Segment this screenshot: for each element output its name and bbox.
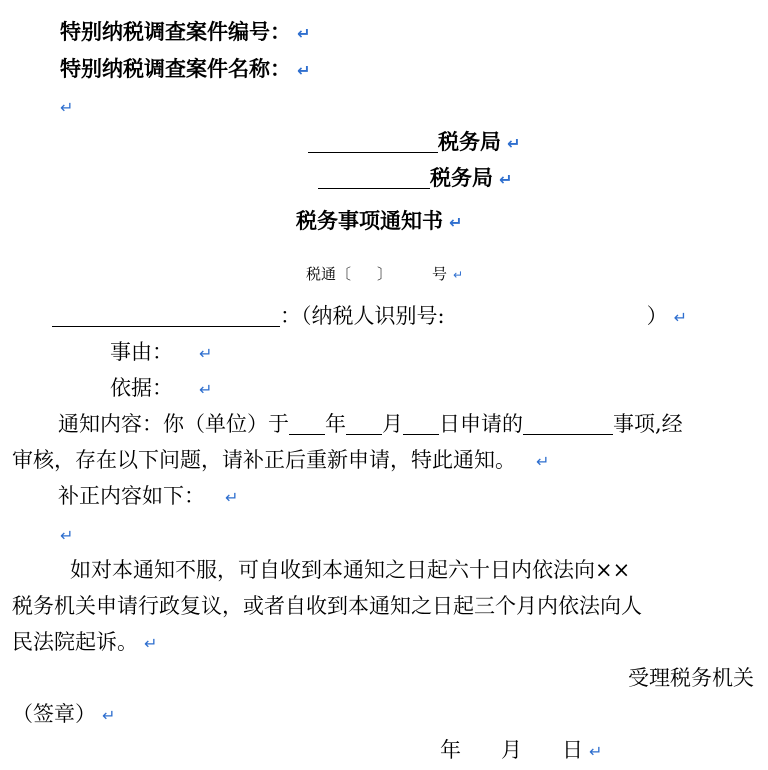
notice-month: 月 [382, 412, 403, 436]
basis-line [110, 374, 212, 404]
doc-number-suffix: 号 [432, 265, 448, 283]
paragraph-mark-icon: ↵ [60, 98, 74, 117]
doc-number-prefix: 税通〔 [306, 265, 352, 283]
paragraph-mark-icon: ↵ [102, 706, 116, 725]
supplement-line [58, 482, 238, 512]
notice-matter: 事项,经 [613, 412, 683, 436]
bureau-suffix-2: 税务局 [430, 165, 493, 190]
appeal-line-2 [12, 592, 642, 620]
date-year: 年 [440, 738, 461, 762]
paragraph-mark-icon: ↵ [536, 452, 550, 471]
appeal-line-3-text: 民法院起诉。 [12, 630, 138, 654]
matter-blank[interactable] [523, 412, 613, 435]
taxpayer-id-label: ：（纳税人识别号: [280, 304, 445, 328]
notice-line-2 [12, 446, 549, 476]
authority-line [628, 664, 754, 692]
document-title: 税务事项通知书 [296, 208, 443, 233]
reason-line [110, 338, 212, 368]
appeal-line-1 [70, 556, 630, 584]
year-blank[interactable] [289, 412, 325, 435]
date-line [440, 736, 602, 766]
empty-line [60, 92, 73, 122]
case-number-line [60, 18, 310, 48]
paragraph-mark-icon: ↵ [199, 380, 213, 399]
bureau-blank-1[interactable] [308, 130, 438, 153]
case-name-label: 特别纳税调查案件名称： [60, 56, 291, 81]
notice-line-2-text: 审核，存在以下问题，请补正后重新申请，特此通知。 [12, 448, 516, 472]
taxpayer-name-blank[interactable] [52, 304, 280, 327]
doc-number-middle: 〕 [377, 265, 393, 283]
appeal-line-2-text: 税务机关申请行政复议，或者自收到本通知之日起三个月内依法向人 [12, 594, 642, 618]
empty-line-2 [60, 520, 73, 550]
date-day: 日 [562, 738, 583, 762]
paragraph-mark-icon: ↵ [297, 61, 311, 80]
appeal-line-1-text: 如对本通知不服，可自收到本通知之日起六十日内依法向×× [70, 558, 631, 582]
paragraph-mark-icon: ↵ [199, 344, 213, 363]
paragraph-mark-icon: ↵ [499, 170, 513, 189]
paragraph-mark-icon: ↵ [507, 134, 521, 153]
appeal-line-3 [12, 628, 157, 658]
taxpayer-close-paren: ） [646, 304, 668, 328]
signature-authority: 受理税务机关 [628, 666, 754, 690]
paragraph-mark-icon: ↵ [297, 24, 311, 43]
day-blank[interactable] [403, 412, 439, 435]
notice-line-1 [58, 410, 683, 438]
month-blank[interactable] [346, 412, 382, 435]
notice-year: 年 [325, 412, 346, 436]
reason-label: 事由： [110, 340, 173, 364]
paragraph-mark-icon: ↵ [589, 742, 603, 761]
document-title-line [296, 207, 462, 237]
supplement-label: 补正内容如下： [58, 484, 205, 508]
seal-line [12, 700, 115, 730]
signature-seal: （签章） [12, 702, 96, 726]
paragraph-mark-icon: ↵ [60, 526, 74, 545]
notice-intro: 通知内容：你（单位）于 [58, 412, 289, 436]
bureau-blank-2[interactable] [318, 166, 430, 189]
bureau-line-2 [318, 164, 512, 194]
paragraph-mark-icon: ↵ [225, 488, 239, 507]
bureau-line-1 [308, 128, 520, 158]
taxpayer-line [52, 302, 687, 332]
paragraph-mark-icon: ↵ [144, 634, 158, 653]
date-month: 月 [501, 738, 522, 762]
paragraph-mark-icon: ↵ [453, 268, 464, 282]
document-number-line [306, 260, 463, 289]
case-number-label: 特别纳税调查案件编号： [60, 19, 291, 44]
notice-day-applied: 日申请的 [439, 412, 523, 436]
case-name-line [60, 55, 310, 85]
paragraph-mark-icon: ↵ [449, 213, 463, 232]
bureau-suffix-1: 税务局 [438, 129, 501, 154]
basis-label: 依据： [110, 376, 173, 400]
paragraph-mark-icon: ↵ [673, 308, 687, 327]
